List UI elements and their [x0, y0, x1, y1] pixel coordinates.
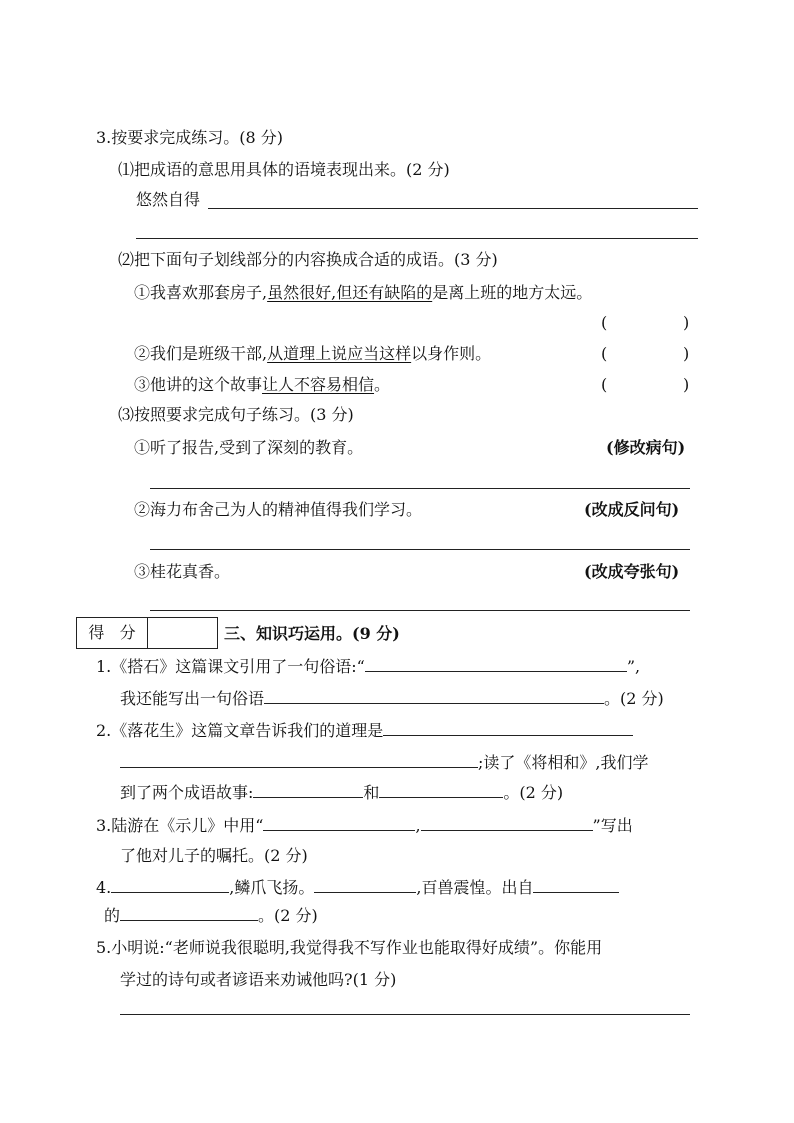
q4-line-2 [104, 905, 318, 926]
q2-score: 。(2 分) [503, 783, 564, 802]
q4-num: 4. [96, 878, 112, 897]
score-label [77, 618, 147, 648]
question-3-title: 3.按要求完成练习。(8 分) [96, 128, 284, 147]
part2-item-1-num: ① [134, 283, 151, 302]
part2-item-2-post: 以身作则。 [411, 344, 492, 363]
q3-line-1 [96, 815, 633, 836]
part2-item-1 [134, 283, 592, 303]
part3-item-1-text: ①听了报告,受到了深刻的教育。 [134, 438, 364, 457]
part2-item-3-underlined: 让人不容易相信 [262, 375, 375, 394]
q1-blank-own-proverb[interactable] [264, 688, 604, 704]
q1-line-1 [96, 656, 640, 677]
q3-comma: , [415, 816, 421, 835]
part2-item-3-pre: 他讲的这个故事 [150, 375, 263, 394]
part1-title: ⑴把成语的意思用具体的语境表现出来。(2 分) [118, 160, 450, 179]
q1-blank-proverb[interactable] [365, 656, 627, 672]
q4-text-2: ,百兽震惶。出自 [416, 878, 534, 897]
part2-item-1-paren-right: ) [683, 313, 690, 332]
score-label-2: 分 [119, 623, 136, 642]
q2-line-1 [96, 720, 633, 741]
q4-line-1 [96, 877, 619, 898]
score-entry[interactable] [148, 618, 217, 648]
q3-blank-poem-2[interactable] [421, 815, 593, 831]
part2-item-1-post: 是离上班的地方太远。 [432, 283, 593, 302]
q3-prompt-2: 了他对儿子的嘱托。(2 分) [120, 846, 308, 865]
part2-item-2-paren-left: ( [601, 344, 608, 363]
part2-item-2-underlined: 从道理上说应当这样 [267, 344, 412, 363]
q1-score: 。(2 分) [604, 689, 664, 708]
q4-text-3: 的 [104, 906, 121, 925]
part2-item-2-answer-box[interactable] [615, 344, 681, 364]
part3-title: ⑶按照要求完成句子练习。(3 分) [118, 405, 354, 424]
part2-item-2-num: ② [134, 344, 151, 363]
part3-item-3-task: (改成夸张句) [584, 562, 680, 581]
part3-item-2-task: (改成反问句) [584, 500, 680, 519]
q1-close: ”, [626, 657, 641, 676]
q2-blank-idiom-1[interactable] [253, 782, 363, 798]
q4-blank-source-2[interactable] [120, 905, 258, 921]
q2-line-3 [120, 782, 563, 803]
score-label-1: 得 [88, 623, 105, 642]
part3-item-1-task: (修改病句) [606, 438, 686, 457]
q2-prompt: 2.《落花生》这篇文章告诉我们的道理是 [96, 721, 384, 740]
part2-item-2-paren-right: ) [683, 344, 690, 363]
q3-line-2 [120, 846, 308, 866]
q4-score: 。(2 分) [258, 906, 318, 925]
part2-item-1-underlined: 虽然很好,但还有缺陷的 [267, 283, 433, 302]
q2-blank-lesson-2[interactable] [120, 752, 478, 768]
q3-prompt: 3.陆游在《示儿》中用“ [96, 816, 264, 835]
section-three-title: 三、知识巧运用。(9 分) [224, 624, 400, 643]
q2-prompt-3: 到了两个成语故事: [120, 783, 254, 802]
q2-blank-idiom-2[interactable] [379, 782, 503, 798]
q2-and: 和 [363, 783, 380, 802]
q5-line-1: 5.小明说:“老师说我很聪明,我觉得我不写作业也能取得好成绩”。你能用 [96, 938, 603, 957]
part3-item-1-answer-line[interactable] [150, 488, 690, 489]
part2-item-3-answer-box[interactable] [615, 375, 681, 395]
part3-item-2-answer-line[interactable] [150, 549, 690, 550]
part1-answer-line-2[interactable] [136, 238, 698, 239]
q1-line-2 [120, 688, 664, 709]
q4-blank-2[interactable] [314, 877, 416, 893]
part2-item-3 [134, 375, 390, 395]
q4-text-1: ,鳞爪飞扬。 [229, 878, 315, 897]
part3-item-2-text: ②海力布舍己为人的精神值得我们学习。 [134, 500, 423, 519]
q5-line-2: 学过的诗句或者谚语来劝诫他吗?(1 分) [120, 970, 397, 989]
q1-prompt: 1.《搭石》这篇课文引用了一句俗语:“ [96, 657, 365, 676]
part2-item-1-paren-left: ( [601, 313, 608, 332]
part1-idiom: 悠然自得 [136, 190, 201, 209]
q3-blank-poem-1[interactable] [263, 815, 415, 831]
score-box [76, 617, 218, 649]
part3-item-3-text: ③桂花真香。 [134, 562, 231, 581]
part2-item-1-pre: 我喜欢那套房子, [150, 283, 268, 302]
part2-item-3-paren-left: ( [601, 375, 608, 394]
q2-prompt-2: ;读了《将相和》,我们学 [478, 753, 649, 772]
q3-close: ”写出 [592, 816, 633, 835]
part1-answer-line-1[interactable] [208, 208, 698, 209]
q2-blank-lesson-1[interactable] [383, 720, 633, 736]
part2-title: ⑵把下面句子划线部分的内容换成合适的成语。(3 分) [118, 250, 498, 269]
part2-item-3-paren-right: ) [683, 375, 690, 394]
q1-prompt-2: 我还能写出一句俗语 [120, 689, 265, 708]
q4-blank-1[interactable] [111, 877, 229, 893]
q5-answer-line[interactable] [120, 1014, 690, 1015]
q4-blank-source-1[interactable] [533, 877, 619, 893]
part2-item-3-post: 。 [374, 375, 391, 394]
part2-item-2 [134, 344, 491, 364]
part3-item-3-answer-line[interactable] [150, 610, 690, 611]
part2-item-2-pre: 我们是班级干部, [150, 344, 268, 363]
part2-item-1-answer-box[interactable] [615, 313, 681, 333]
q2-line-2 [120, 752, 648, 773]
part2-item-3-num: ③ [134, 375, 151, 394]
